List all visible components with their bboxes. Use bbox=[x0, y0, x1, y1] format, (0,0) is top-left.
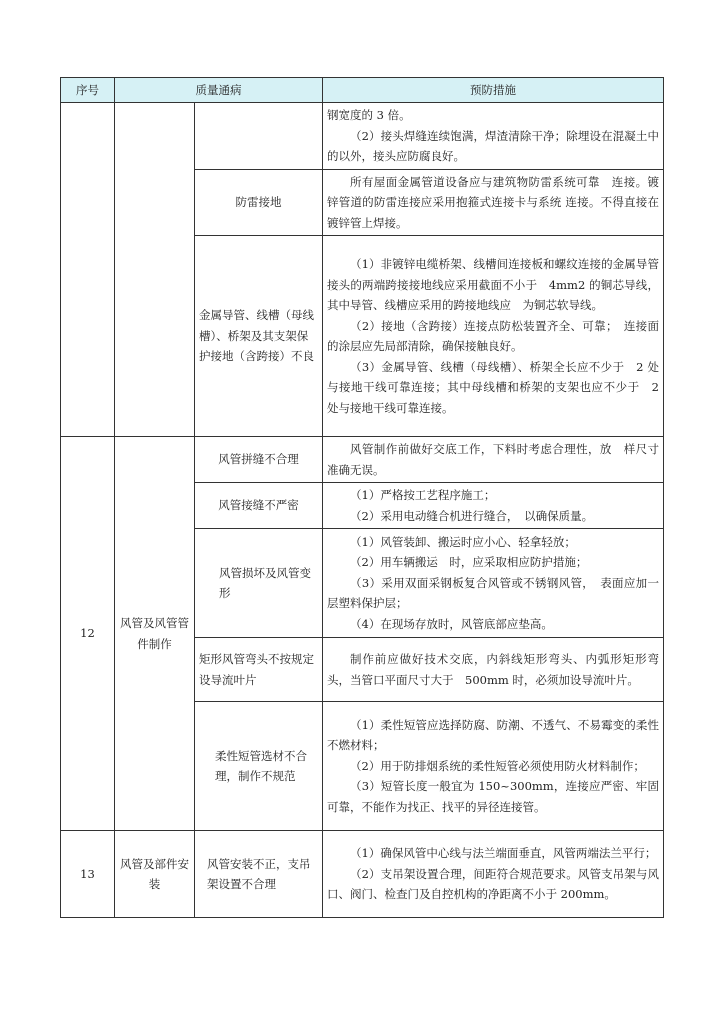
measure-cell bbox=[323, 483, 664, 529]
measure-cell bbox=[323, 831, 664, 918]
seq-cell bbox=[61, 103, 115, 437]
quality-table bbox=[60, 77, 671, 918]
measure-cell bbox=[323, 236, 671, 437]
measure-cell bbox=[323, 529, 664, 638]
measure-cell bbox=[323, 702, 664, 831]
defect-cell bbox=[195, 103, 323, 170]
header-seq: 序号 bbox=[61, 78, 115, 103]
measure-line: （4）在现场存放时，风管底部应垫高。 bbox=[350, 616, 553, 631]
measure-line: （1）风管装卸、搬运时应小心、轻拿轻放； bbox=[350, 534, 576, 549]
measure-line: （2）接地（含跨接）连接点防松装置齐全、可靠； 连接面的涂层应先局部清除，确保接触良好。 bbox=[327, 318, 659, 353]
measure-cell bbox=[323, 638, 664, 702]
measure-line: （2）采用电动缝合机进行缝合， 以确保质量。 bbox=[350, 508, 594, 523]
measure-line: 制作前应做好技术交底，内斜线矩形弯头、内弧形矩形弯头，当管口平面尺寸大于 500mm 时，必须加设导流叶片。 bbox=[327, 652, 659, 687]
seq-cell: 13 bbox=[61, 831, 115, 918]
measure-cell bbox=[323, 169, 664, 236]
measure-line: （3）金属导管、线槽（母线槽）、桥架全长应不少于 2 处与接地干线可靠连接；其中母线槽和桥架的支架也应不少于 2 处与接地干线可靠连接。 bbox=[327, 359, 671, 415]
measure-line: （1）柔性短管应选择防腐、防潮、不透气、不易霉变的柔性不燃材料； bbox=[327, 717, 659, 753]
defect-cell: 风管拼缝不合理 bbox=[195, 437, 323, 483]
defect-cell: 风管接缝不严密 bbox=[195, 483, 323, 529]
defect-cell: 矩形风管弯头不按规定设导流叶片 bbox=[195, 638, 323, 702]
measure-line: （2）用车辆搬运 时，应采取相应防护措施； bbox=[350, 555, 588, 570]
defect-cell: 风管损坏及风管变形 bbox=[195, 529, 323, 638]
defect-cell: 金属导管、线槽（母线槽）、桥架及其支架保护接地（含跨接）不良 bbox=[195, 236, 323, 437]
measure-line: （1）确保风管中心线与法兰端面垂直，风管两端法兰平行； bbox=[350, 846, 657, 861]
category-cell: 风管及部件安装 bbox=[115, 831, 195, 918]
measure-line: （1）严格按工艺程序施工； bbox=[350, 488, 496, 502]
defect-cell: 防雷接地 bbox=[195, 169, 323, 236]
measure-line: （2）接头焊缝连续饱满，焊渣清除干净；除埋设在混凝土中的以外，接头应防腐良好。 bbox=[327, 128, 659, 163]
measure-line: 钢宽度的 3 倍。 bbox=[327, 108, 411, 122]
measure-line: （3）采用双面采钢板复合风管或不锈钢风管， 表面应加一层塑料保护层； bbox=[327, 575, 659, 611]
table-row bbox=[61, 437, 664, 483]
measure-cell bbox=[323, 437, 664, 483]
measure-line: （2）支吊架设置合理，间距符合规范要求。风管支吊架与风口、阀门、检查门及自控机构的净距离不小于 200mm。 bbox=[327, 866, 659, 902]
seq-cell: 12 bbox=[61, 437, 115, 831]
measure-line: （2）用于防排烟系统的柔性短管必须使用防火材料制作； bbox=[350, 758, 645, 773]
category-cell bbox=[115, 103, 195, 437]
defect-cell: 风管安装不正，支吊架设置不合理 bbox=[195, 831, 323, 918]
header-measure: 预防措施 bbox=[323, 78, 664, 103]
measure-line: 所有屋面金属管道设备应与建筑物防雷系统可靠 连接。镀锌管道的防雷连接应采用抱箍式连接卡与系统 连接。不得直接在镀锌管上焊接。 bbox=[327, 174, 659, 230]
measure-line: （1）非镀锌电缆桥架、线槽间连接板和螺纹连接的金属导管接头的两端跨接接地线应采用截面不小于 4mm2 的铜芯导线，其中导管、线槽应采用的跨接地线应 为铜芯软导线。 bbox=[327, 257, 659, 312]
defect-cell: 柔性短管选材不合理，制作不规范 bbox=[195, 702, 323, 831]
table-row bbox=[61, 103, 664, 170]
category-cell: 风管及风管管件制作 bbox=[115, 437, 195, 831]
header-defect: 质量通病 bbox=[115, 78, 323, 103]
measure-cell bbox=[323, 103, 664, 170]
header-row bbox=[61, 78, 664, 103]
measure-line: 风管制作前做好交底工作，下料时考虑合理性，放 样尺寸准确无误。 bbox=[327, 442, 659, 477]
measure-line: （3）短管长度一般宜为 150~300mm，连接应严密、牢固可靠，不能作为找正、找平的异径连接管。 bbox=[327, 779, 659, 814]
table-row bbox=[61, 831, 664, 918]
